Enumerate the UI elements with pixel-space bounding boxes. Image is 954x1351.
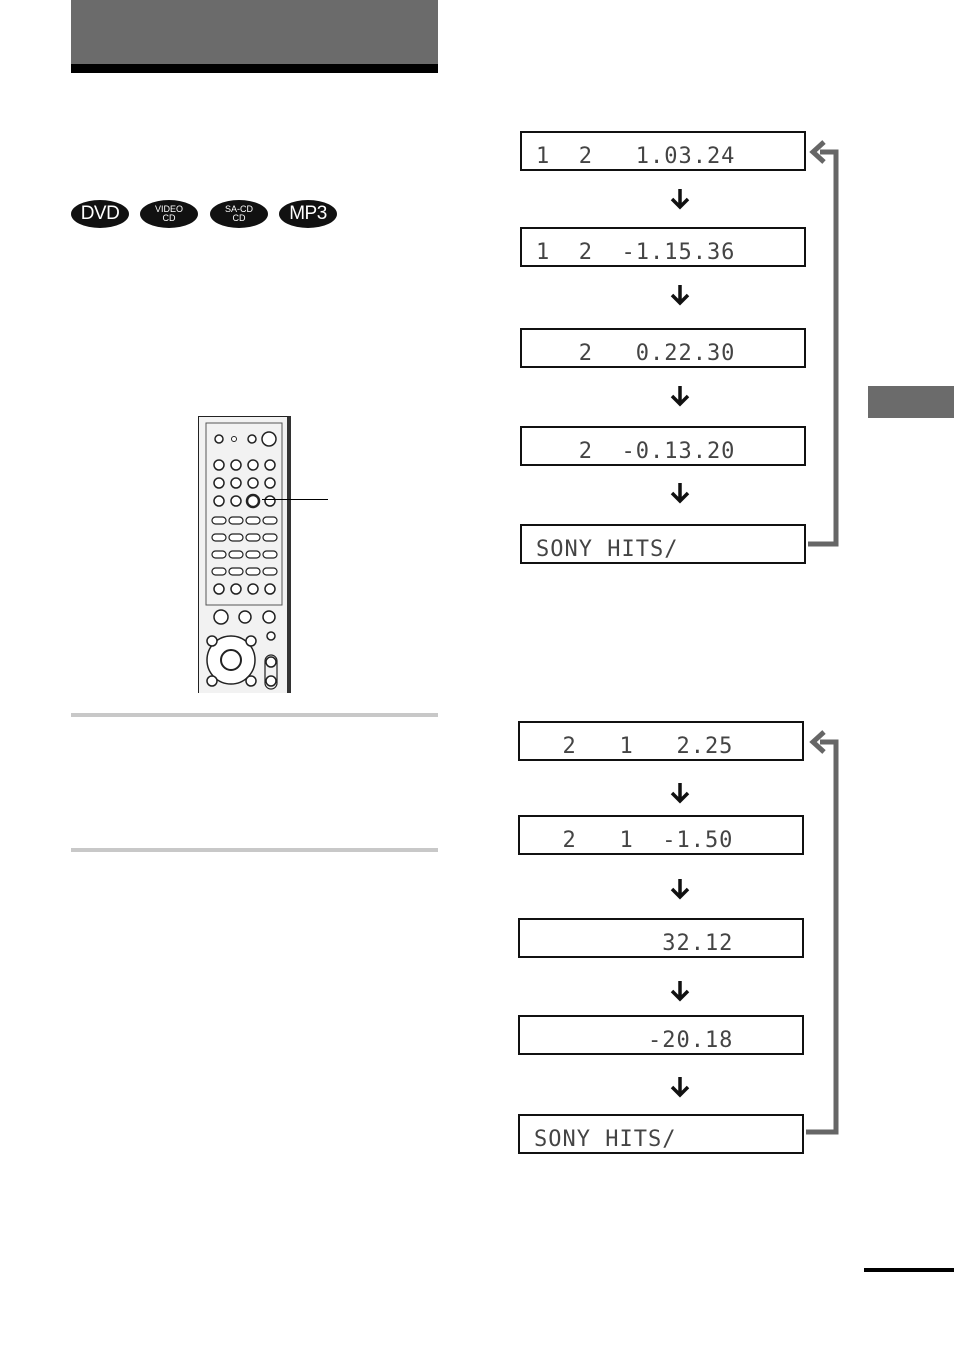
video-cd-badge xyxy=(140,200,198,228)
video-cd-badge-line2: CD xyxy=(162,213,176,223)
display-text: 1 2 1.03.24 xyxy=(536,144,736,169)
down-arrow-icon xyxy=(670,188,690,210)
video-cd-badge-line1: VIDEO xyxy=(154,204,183,214)
display-text: 32.12 xyxy=(534,931,734,956)
display-panel xyxy=(520,227,806,267)
cycle-return-arrow-icon xyxy=(808,138,848,550)
display-text: 2 0.22.30 xyxy=(536,341,736,366)
display-text: 2 1 2.25 xyxy=(534,734,734,759)
down-arrow-icon xyxy=(670,482,690,504)
sacd-badge-line1: SA-CD xyxy=(224,204,253,214)
display-panel xyxy=(518,1015,804,1055)
section-title-block xyxy=(71,0,438,64)
mp3-badge xyxy=(279,200,337,228)
display-text: 1 2 -1.15.36 xyxy=(536,240,736,265)
display-panel xyxy=(518,815,804,855)
down-arrow-icon xyxy=(670,878,690,900)
display-text: 2 1 -1.50 xyxy=(534,828,734,853)
dvd-badge-label: DVD xyxy=(80,203,120,224)
display-panel xyxy=(518,721,804,761)
down-arrow-icon xyxy=(670,284,690,306)
step-2-rule xyxy=(71,848,438,852)
down-arrow-icon xyxy=(670,980,690,1002)
step-1-rule xyxy=(71,713,438,717)
continued-rule xyxy=(864,1268,954,1272)
remote-control-illustration xyxy=(198,416,291,693)
display-text: -20.18 xyxy=(534,1028,734,1053)
down-arrow-icon xyxy=(670,385,690,407)
display-panel xyxy=(518,918,804,958)
remote-buttons-drawing xyxy=(199,417,287,694)
button-callout-line xyxy=(262,499,328,500)
display-panel xyxy=(520,426,806,466)
display-panel xyxy=(520,328,806,368)
mp3-badge-label: MP3 xyxy=(289,203,327,224)
down-arrow-icon xyxy=(670,782,690,804)
sacd-badge-line2: CD xyxy=(232,213,246,223)
display-panel xyxy=(518,1114,804,1154)
display-text: SONY HITS/ xyxy=(534,1127,677,1152)
display-panel xyxy=(520,131,806,171)
dvd-badge xyxy=(71,200,129,228)
side-chapter-tab xyxy=(868,386,954,418)
sacd-badge xyxy=(210,200,268,228)
display-panel xyxy=(520,524,806,564)
cycle-return-arrow-icon xyxy=(806,728,846,1138)
display-text: SONY HITS/ xyxy=(536,537,679,562)
down-arrow-icon xyxy=(670,1076,690,1098)
title-underline xyxy=(71,64,438,73)
display-text: 2 -0.13.20 xyxy=(536,439,736,464)
